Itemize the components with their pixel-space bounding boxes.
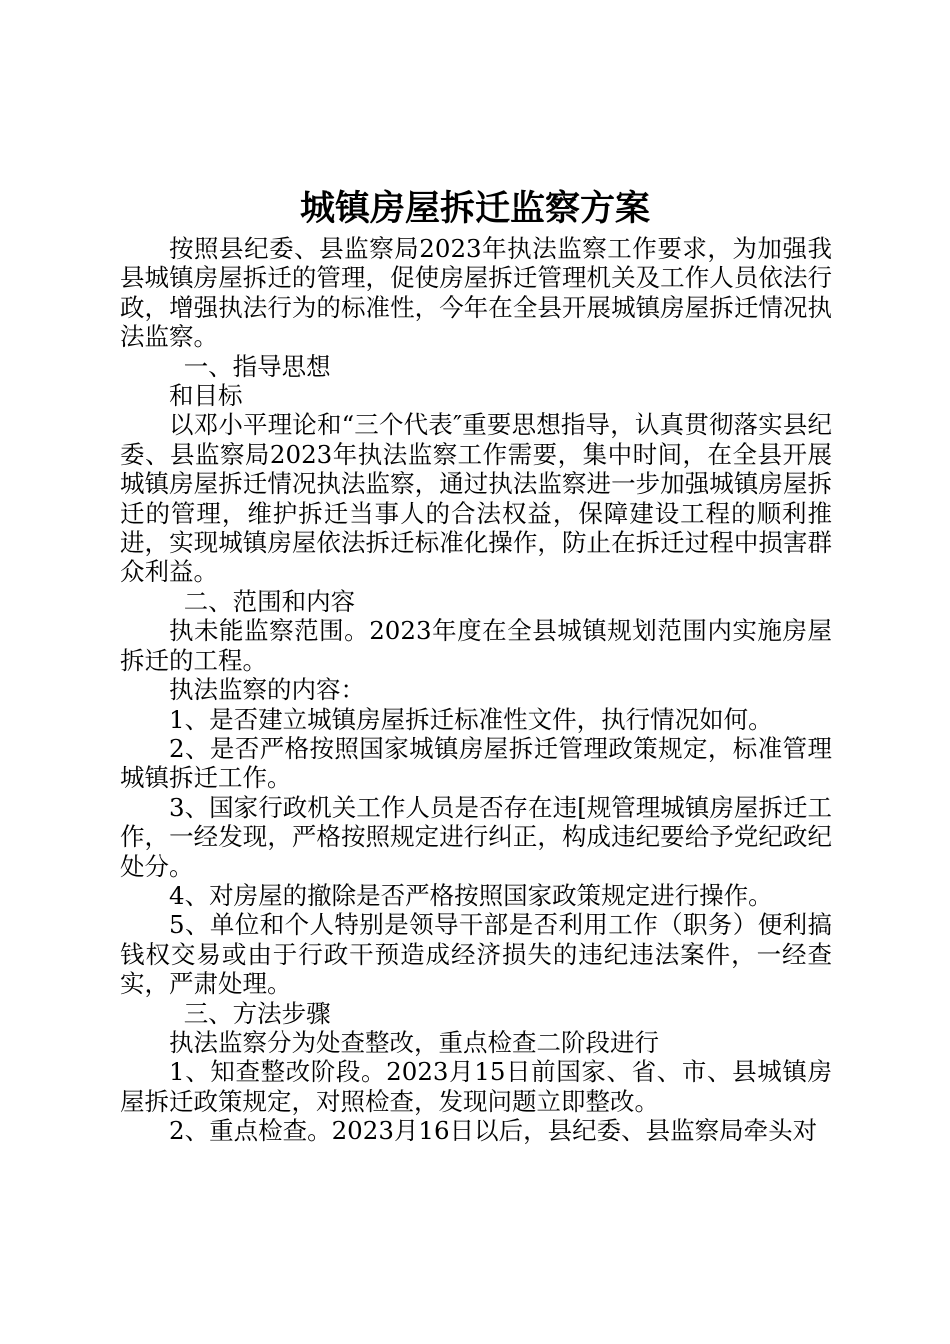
section-heading: 三、方法步骤 (183, 998, 331, 1028)
list-item: 4、对房屋的撤除是否严格按照国家政策规定进行操作。 (169, 880, 773, 910)
paragraph: 执法监察的内容： (169, 675, 365, 705)
list-item: 1、知查整改阶段。2023月15日前国家、省、市、县城镇房屋拆迁政策规定，对照检查，发现问题立即整改。 (120, 1057, 832, 1116)
paragraph: 执法监察分为处查整改，重点检查二阶段进行 (169, 1027, 659, 1057)
paragraph: 以邓小平理论和“三个代表″重要思想指导，认真贯彻落实县纪委、县监察局2023年执法监察工作需要，集中时间，在全县开展城镇房屋拆迁情况执法监察，通过执法监察进一步加强城镇房屋拆迁的管理，维护拆迁当事人的合法权益，保障建设工程的顺利推进，实现城镇房屋依法拆迁标准化操作，防止在拆迁过程中损害群众利益。 (120, 410, 832, 587)
section-heading: 二、范围和内容 (183, 586, 356, 616)
list-item: 2、重点检查。2023月16日以后，县纪委、县监察局牵头对 (169, 1116, 818, 1146)
paragraph: 执未能监察范围。2023年度在全县城镇规划范围内实施房屋拆迁的工程。 (120, 616, 832, 675)
document-title: 城镇房屋拆迁监察方案 (299, 188, 650, 229)
list-item: 1、是否建立城镇房屋拆迁标准性文件，执行情况如何。 (169, 704, 773, 734)
list-item: 2、是否严格按照国家城镇房屋拆迁管理政策规定，标准管理城镇拆迁工作。 (120, 733, 832, 793)
list-item: 5、单位和个人特别是领导干部是否利用工作（职务）便利搞钱权交易或由于行政干预造成经济损失的违纪违法案件，一经查实，严肃处理。 (120, 910, 832, 999)
section-heading: 一、指导思想 (183, 351, 331, 381)
list-item: 3、国家行政机关工作人员是否存在违[规管理城镇房屋拆迁工作，一经发现，严格按照规定进行纠正，构成违纪要给予党纪政纪处分。 (120, 792, 832, 881)
paragraph: 按照县纪委、县监察局2023年执法监察工作要求，为加强我县城镇房屋拆迁的管理，促使房屋拆迁管理机关及工作人员依法行政，增强执法行为的标准性，今年在全县开展城镇房屋拆迁情况执法监察。 (120, 234, 832, 352)
paragraph: 和目标 (169, 381, 243, 411)
document-body (120, 234, 832, 1146)
